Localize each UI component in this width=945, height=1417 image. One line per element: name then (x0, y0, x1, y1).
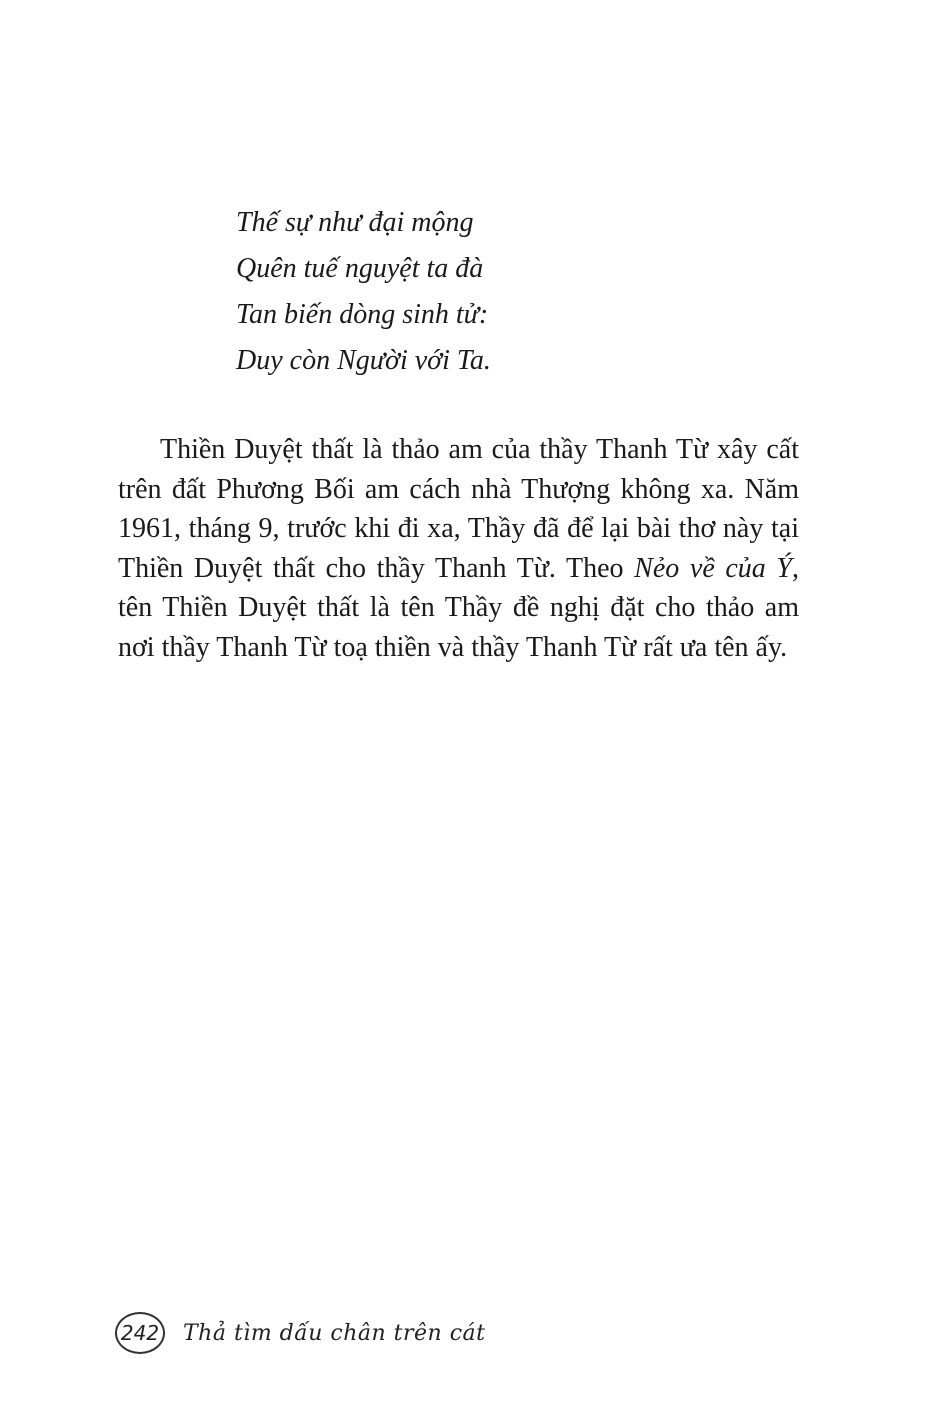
book-reference-title: Nẻo về của Ý (634, 552, 792, 584)
poem-line: Quên tuế nguyệt ta đà (236, 253, 484, 284)
page-footer (115, 1308, 486, 1358)
poem-line: Tan biến dòng sinh tử: (236, 299, 489, 330)
running-book-title: Thả tìm dấu chân trên cát (183, 1320, 486, 1346)
poem-block (236, 200, 796, 384)
page-number-badge (115, 1312, 165, 1354)
page-number: 242 (120, 1321, 160, 1345)
paragraph-text-end: , tên Thiền Duyệt thất là tên Thầy đề nghị đặt cho thảo am nơi thầy Thanh Từ toạ thiền và thầy Thanh Từ rất ưa tên ấy. (118, 552, 799, 663)
poem-line: Duy còn Người với Ta. (236, 345, 491, 376)
paragraph-text-start: Thiền Duyệt thất là thảo am của thầy Thanh Từ xây cất trên đất Phương Bối am cách nhà Thượng không xa. Năm 1961, tháng 9, trước khi đi xa, Thầy đã để lại bài thơ này tại Thiền Duyệt thất cho thầy Thanh Từ. Theo (118, 434, 799, 584)
poem-line: Thế sự như đại mộng (236, 207, 474, 238)
body-paragraph (118, 430, 799, 667)
